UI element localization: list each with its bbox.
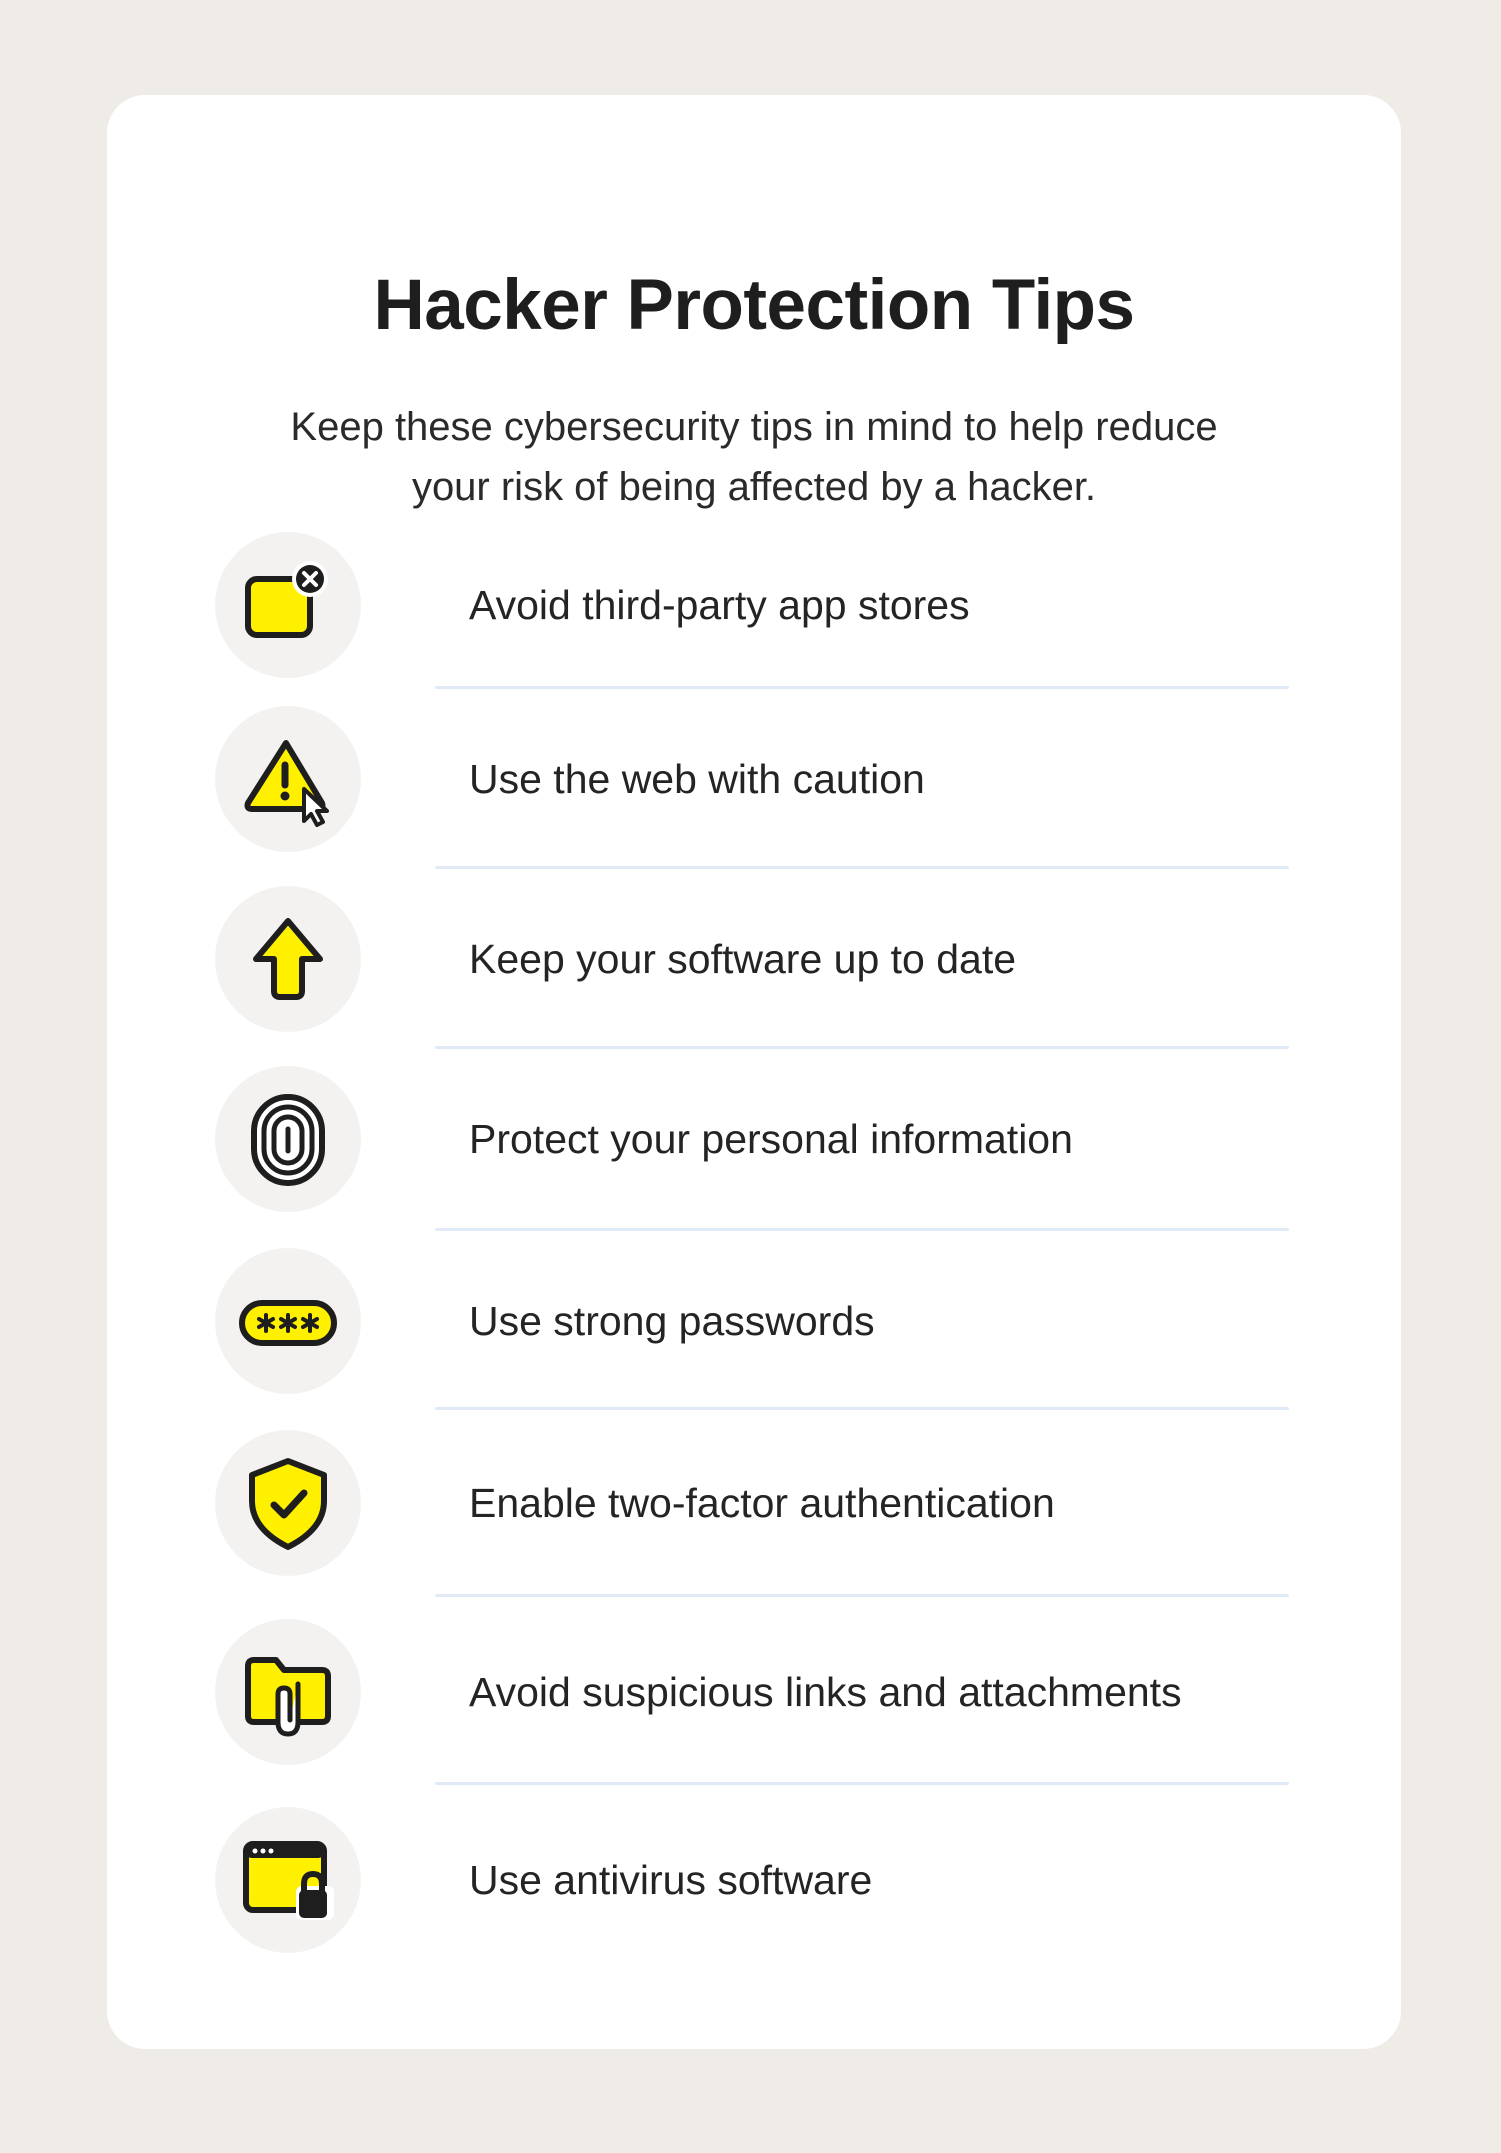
tip-label: Use the web with caution [469,756,925,802]
tip-label: Protect your personal information [469,1116,1073,1162]
password-icon [215,1248,361,1394]
subtitle-line-2: your risk of being affected by a hacker. [411,465,1097,509]
tip-use-web-with-caution [107,706,1401,852]
subtitle-line-1: Keep these cybersecurity tips in mind to help reduce [290,405,1218,449]
page-title: Hacker Protection Tips [373,266,1135,345]
divider [435,1594,1289,1597]
tip-protect-personal-information [107,1066,1401,1212]
warning-cursor-icon [215,706,361,852]
fingerprint-icon [215,1066,361,1212]
shield-check-icon [215,1430,361,1576]
tip-label: Keep your software up to date [469,936,1017,982]
divider [435,686,1289,689]
divider [435,1782,1289,1785]
divider [435,1228,1289,1231]
tip-keep-software-up-to-date [107,886,1401,1032]
tip-use-antivirus-software [107,1807,1401,1953]
browser-lock-icon [215,1807,361,1953]
divider [435,1046,1289,1049]
tip-label: Avoid suspicious links and attachments [469,1669,1182,1715]
tips-card [107,95,1401,2049]
tip-enable-two-factor-authentication [107,1430,1401,1576]
tip-label: Avoid third-party app stores [469,582,970,628]
tip-label: Use strong passwords [469,1298,875,1344]
tip-avoid-third-party-app-stores [107,532,1401,678]
tip-use-strong-passwords [107,1248,1401,1394]
tip-avoid-suspicious-links-and-attachments [107,1619,1401,1765]
tip-label: Enable two-factor authentication [469,1480,1055,1526]
folder-attachment-icon [215,1619,361,1765]
tip-label: Use antivirus software [469,1857,873,1903]
app-store-blocked-icon [215,532,361,678]
divider [435,1407,1289,1410]
divider [435,866,1289,869]
arrow-up-icon [215,886,361,1032]
tips-list [107,95,1401,2049]
